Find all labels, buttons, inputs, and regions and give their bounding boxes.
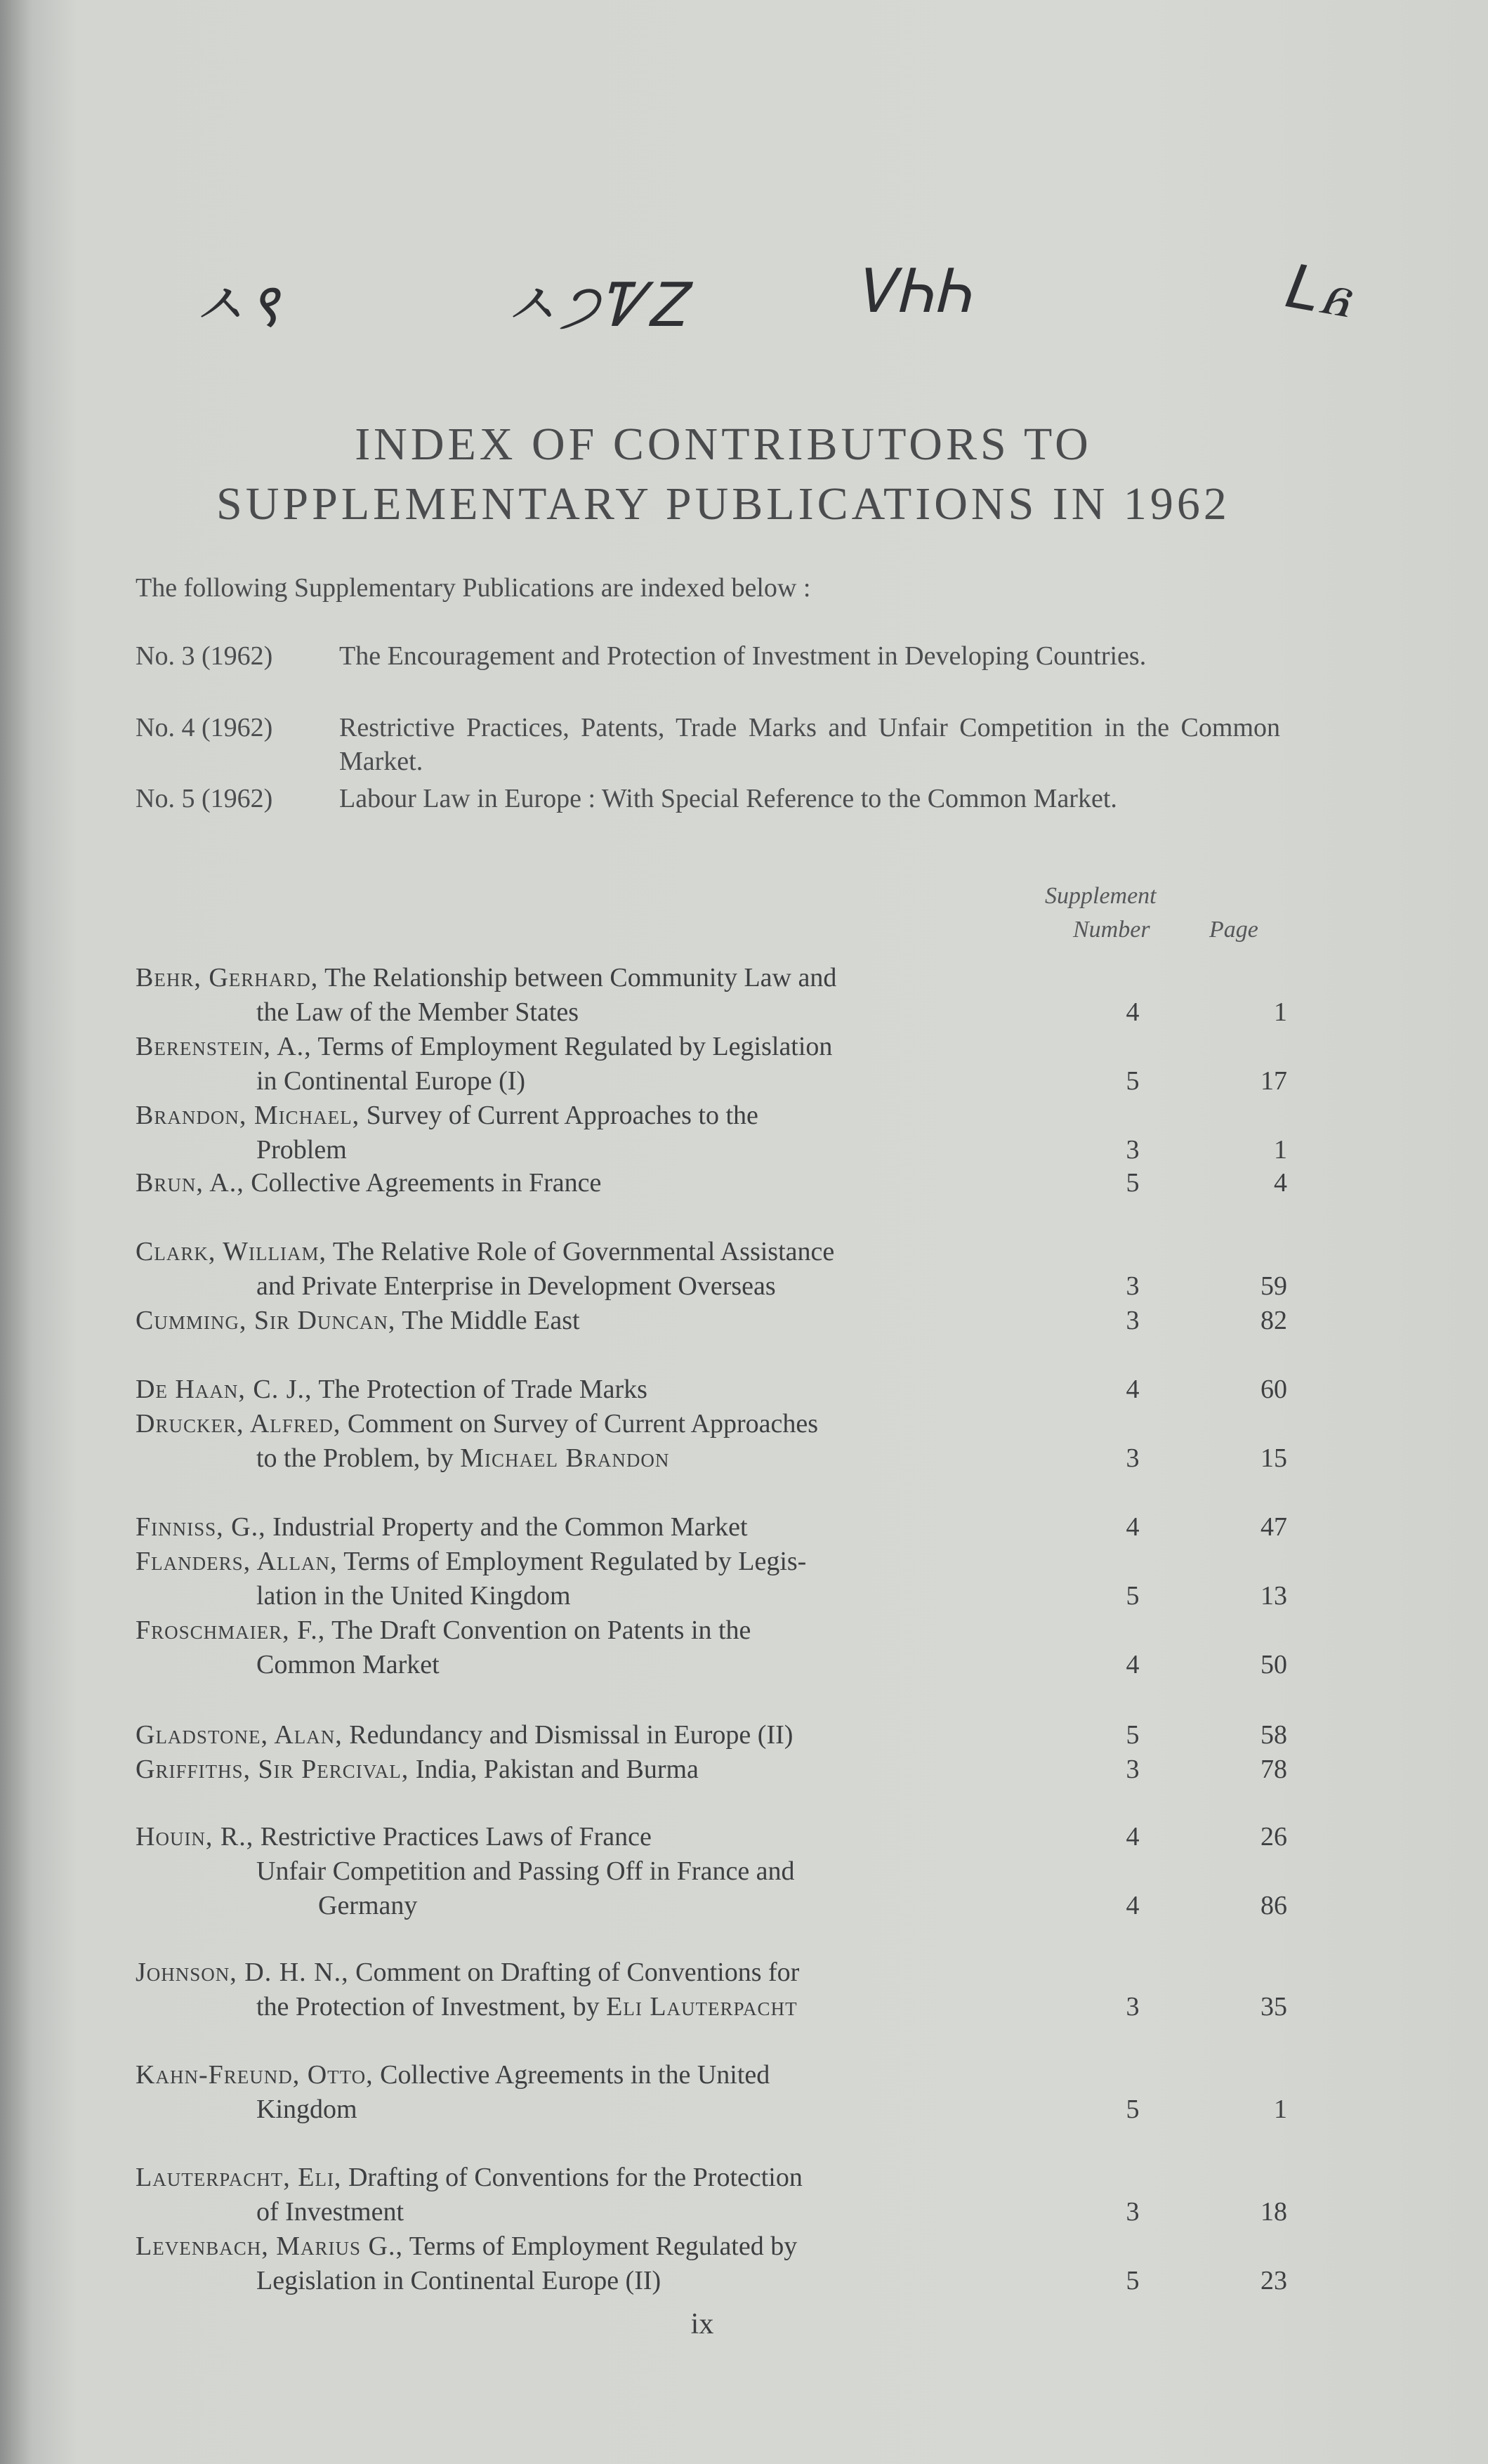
entry-title: India, Pakistan and Burma xyxy=(415,1755,699,1784)
entry-title-continued: to the Problem, by xyxy=(256,1443,454,1473)
handwritten-mark-3: ᏙᏂᏂ xyxy=(855,256,973,327)
entry-title-continued: in Continental Europe (I) xyxy=(256,1066,526,1096)
index-entry xyxy=(136,1752,1287,1787)
entry-title: Terms of Employment Regulated by Legislation xyxy=(317,1032,833,1061)
entry-title-continued: Kingdom xyxy=(256,2095,357,2124)
index-entry xyxy=(136,1854,1287,1923)
entry-page: 17 xyxy=(1260,1066,1287,1096)
page-title-line-1: INDEX OF CONTRIBUTORS TO xyxy=(355,419,1092,470)
index-entry xyxy=(136,1372,1287,1407)
publication-item xyxy=(136,639,1280,673)
entry-title: Terms of Employment Regulated by Legis- xyxy=(343,1547,807,1576)
entry-page: 59 xyxy=(1260,1271,1287,1301)
entry-supplement-number: 3 xyxy=(1126,1992,1140,2021)
page-title-line-2: SUPPLEMENTARY PUBLICATIONS IN 1962 xyxy=(216,478,1230,530)
entry-supplement-number: 4 xyxy=(1126,1512,1140,1542)
entry-author: Froschmaier, F., xyxy=(136,1616,326,1645)
index-entry xyxy=(136,1718,1287,1752)
entry-page: 15 xyxy=(1260,1443,1287,1473)
entry-author: Brandon, Michael, xyxy=(136,1101,360,1130)
index-entry xyxy=(136,1510,1287,1545)
entry-title: Comment on Drafting of Conventions for xyxy=(355,1958,800,1987)
handwritten-mark-2: ㅅ੭ᏤᏃ xyxy=(500,270,687,341)
entry-title: Restrictive Practices Laws of France xyxy=(260,1822,652,1852)
entry-page: 35 xyxy=(1260,1992,1287,2021)
index-entry xyxy=(136,1613,1287,1682)
index-entry xyxy=(136,961,1287,1030)
publication-number: No. 4 (1962) xyxy=(136,713,273,742)
entry-author: Lauterpacht, Eli, xyxy=(136,2163,342,2192)
entry-supplement-number: 3 xyxy=(1126,1443,1140,1473)
entry-title: Comment on Survey of Current Approaches xyxy=(347,1409,818,1439)
entry-supplement-number: 3 xyxy=(1126,2197,1140,2227)
entry-author: Drucker, Alfred, xyxy=(136,1409,341,1439)
entry-page: 60 xyxy=(1260,1375,1287,1404)
entry-author: Berenstein, A., xyxy=(136,1032,312,1061)
entry-supplement-number: 4 xyxy=(1126,1822,1140,1852)
publication-number: No. 5 (1962) xyxy=(136,784,273,813)
entry-supplement-number: 5 xyxy=(1126,1720,1140,1750)
entry-page: 50 xyxy=(1260,1650,1287,1679)
entry-page: 13 xyxy=(1260,1581,1287,1611)
entry-title: Collective Agreements in the United xyxy=(380,2060,770,2090)
entry-title-continued: Problem xyxy=(256,1135,347,1165)
entry-page: 26 xyxy=(1260,1822,1287,1852)
entry-page: 1 xyxy=(1274,2095,1287,2124)
publication-item xyxy=(136,711,1280,778)
entry-supplement-number: 5 xyxy=(1126,2095,1140,2124)
entry-author: Clark, William, xyxy=(136,1237,327,1266)
entry-author: Flanders, Allan, xyxy=(136,1547,338,1576)
entry-title: The Relative Role of Governmental Assistance xyxy=(332,1237,835,1266)
entry-supplement-number: 5 xyxy=(1126,1581,1140,1611)
entry-page: 1 xyxy=(1274,1135,1287,1165)
entry-supplement-number: 3 xyxy=(1126,1135,1140,1165)
entry-page: 82 xyxy=(1260,1306,1287,1335)
entry-title: The Middle East xyxy=(402,1306,580,1335)
publication-number: No. 3 (1962) xyxy=(136,641,273,671)
entry-author: Brun, A., xyxy=(136,1168,244,1198)
entry-reference-author: Eli Lauterpacht xyxy=(606,1992,798,2021)
entry-supplement-number: 3 xyxy=(1126,1306,1140,1335)
handwritten-mark-4: Lᏺ xyxy=(1281,251,1359,332)
index-entry xyxy=(136,1030,1287,1099)
index-entry xyxy=(136,2058,1287,2127)
column-header-number: Number xyxy=(1073,917,1150,943)
entry-page: 18 xyxy=(1260,2197,1287,2227)
entry-title-continued: Common Market xyxy=(256,1650,440,1679)
publication-item xyxy=(136,782,1280,815)
entry-author: Cumming, Sir Duncan, xyxy=(136,1306,396,1335)
entry-title: The Draft Convention on Patents in the xyxy=(331,1616,751,1645)
index-entry xyxy=(136,2229,1287,2298)
entry-title: Unfair Competition and Passing Off in France and xyxy=(256,1856,795,1886)
entry-supplement-number: 5 xyxy=(1126,1168,1140,1198)
entry-supplement-number: 4 xyxy=(1126,1891,1140,1920)
index-entry xyxy=(136,1304,1287,1338)
entry-title: Redundancy and Dismissal in Europe (II) xyxy=(349,1720,794,1750)
entry-supplement-number: 3 xyxy=(1126,1271,1140,1301)
entry-author: De Haan, C. J., xyxy=(136,1375,312,1404)
entry-author: Houin, R., xyxy=(136,1822,254,1852)
index-entry xyxy=(136,1166,1287,1200)
entry-title: The Protection of Trade Marks xyxy=(318,1375,647,1404)
entry-supplement-number: 3 xyxy=(1126,1755,1140,1784)
column-header-page: Page xyxy=(1209,917,1258,943)
entry-title-continued: Germany xyxy=(318,1891,418,1920)
column-header-supplement: Supplement xyxy=(1045,883,1157,909)
index-entry xyxy=(136,1407,1287,1476)
publication-title: The Encouragement and Protection of Investment in Developing Countries. xyxy=(339,641,1147,671)
entry-title: The Relationship between Community Law and xyxy=(324,963,837,992)
index-entry xyxy=(136,1099,1287,1167)
entry-title-continued: the Protection of Investment, by xyxy=(256,1992,600,2021)
entry-title: Drafting of Conventions for the Protection xyxy=(348,2163,803,2192)
entry-author: Johnson, D. H. N., xyxy=(136,1958,349,1987)
entry-page: 23 xyxy=(1260,2266,1287,2295)
index-entry xyxy=(136,1820,1287,1854)
entry-supplement-number: 4 xyxy=(1126,997,1140,1027)
entry-title-continued: the Law of the Member States xyxy=(256,997,579,1027)
entry-title: Industrial Property and the Common Market xyxy=(272,1512,748,1542)
entry-page: 47 xyxy=(1260,1512,1287,1542)
intro-text: The following Supplementary Publications are indexed below : xyxy=(136,573,811,603)
index-entry xyxy=(136,1955,1287,2024)
index-entry xyxy=(136,1545,1287,1613)
page-number: ix xyxy=(690,2308,714,2340)
entry-title: Survey of Current Approaches to the xyxy=(366,1101,758,1130)
entry-page: 58 xyxy=(1260,1720,1287,1750)
entry-author: Kahn-Freund, Otto, xyxy=(136,2060,374,2090)
entry-supplement-number: 4 xyxy=(1126,1375,1140,1404)
entry-title-continued: Legislation in Continental Europe (II) xyxy=(256,2266,661,2295)
entry-title: Terms of Employment Regulated by xyxy=(409,2232,798,2261)
entry-page: 4 xyxy=(1274,1168,1287,1198)
entry-page: 78 xyxy=(1260,1755,1287,1784)
entry-supplement-number: 5 xyxy=(1126,1066,1140,1096)
index-entry xyxy=(136,1235,1287,1304)
entry-reference-author: Michael Brandon xyxy=(460,1443,670,1473)
index-entry xyxy=(136,2161,1287,2229)
entry-title: Collective Agreements in France xyxy=(251,1168,602,1198)
entry-author: Levenbach, Marius G., xyxy=(136,2232,403,2261)
entry-title-continued: of Investment xyxy=(256,2197,404,2227)
entry-author: Finniss, G., xyxy=(136,1512,266,1542)
handwritten-mark-1: ㅅ९ xyxy=(188,270,281,341)
entry-supplement-number: 4 xyxy=(1126,1650,1140,1679)
entry-page: 1 xyxy=(1274,997,1287,1027)
publication-title: Restrictive Practices, Patents, Trade Marks and Unfair Competition in the Common Market. xyxy=(339,713,1280,776)
entry-title-continued: and Private Enterprise in Development Overseas xyxy=(256,1271,776,1301)
entry-author: Behr, Gerhard, xyxy=(136,963,319,992)
entry-title-continued: lation in the United Kingdom xyxy=(256,1581,571,1611)
publication-title: Labour Law in Europe : With Special Reference to the Common Market. xyxy=(339,784,1117,813)
entry-author: Griffiths, Sir Percival, xyxy=(136,1755,409,1784)
entry-supplement-number: 5 xyxy=(1126,2266,1140,2295)
entry-author: Gladstone, Alan, xyxy=(136,1720,343,1750)
entry-page: 86 xyxy=(1260,1891,1287,1920)
